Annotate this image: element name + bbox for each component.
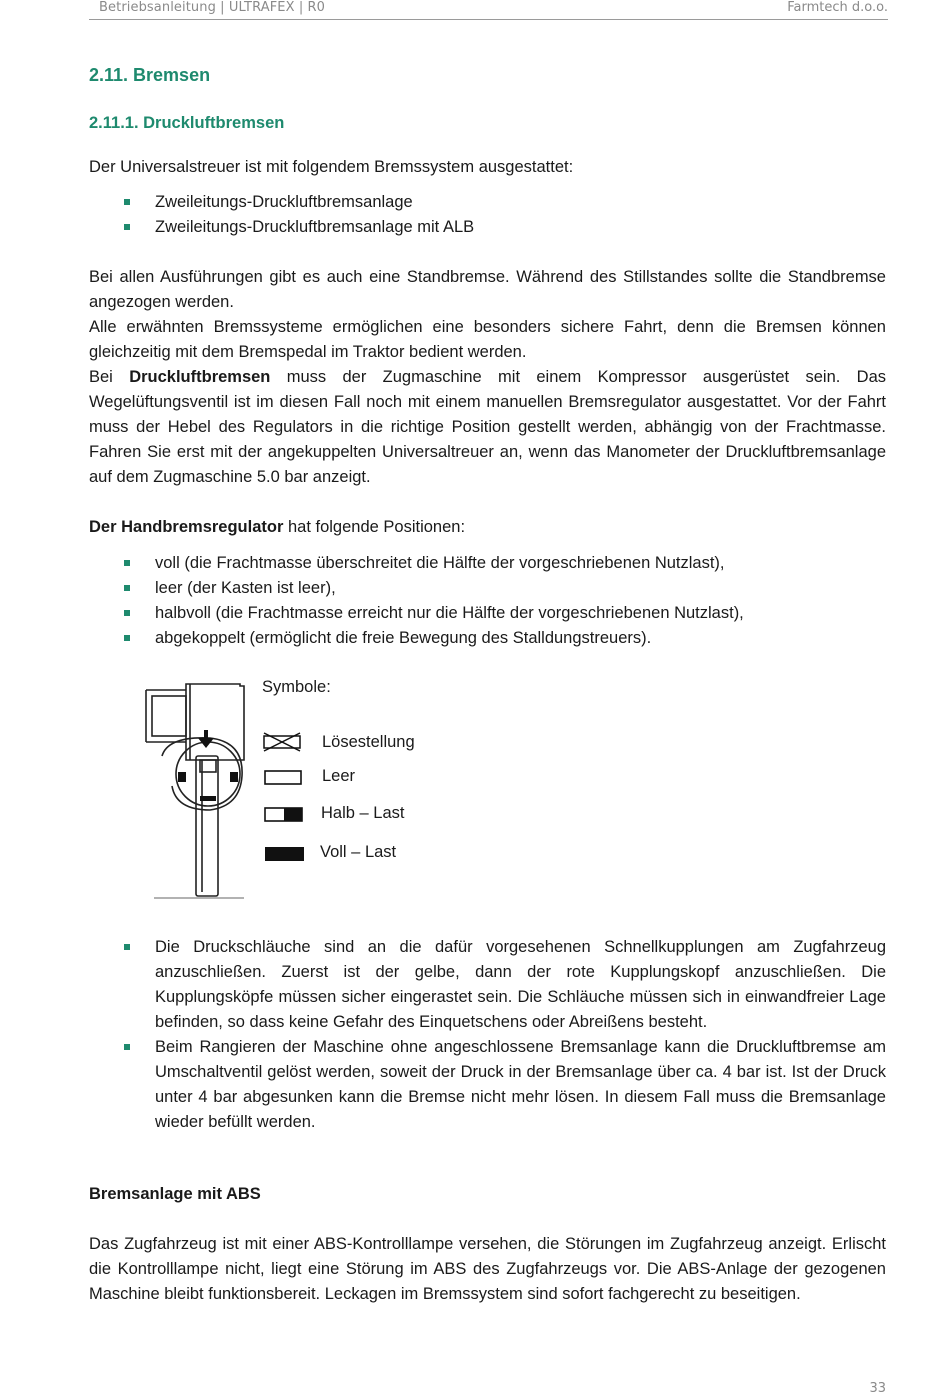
list-item: Zweileitungs-Druckluftbremsanlage mit ALB bbox=[89, 215, 886, 240]
header-document-title: Betriebsanleitung | ULTRAFEX | R0 bbox=[99, 0, 326, 15]
list-item: halbvoll (die Frachtmasse erreicht nur die Hälfte der vorgeschriebenen Nutzlast), bbox=[89, 601, 886, 626]
instructions-list bbox=[89, 935, 886, 1135]
full-load-symbol-icon bbox=[264, 845, 306, 863]
list-item: leer (der Kasten ist leer), bbox=[89, 576, 886, 601]
standbremse-paragraph: Bei allen Ausführungen gibt es auch eine Standbremse. Während des Stillstandes sollte die Standbremse angezogen werden. bbox=[89, 268, 886, 311]
subsection-title: 2.11.1. Druckluftbremsen bbox=[89, 114, 285, 132]
symbol-label: Halb – Last bbox=[321, 804, 405, 822]
brake-systems-list bbox=[89, 190, 886, 240]
list-item: abgekoppelt (ermöglicht die freie Bewegung des Stalldungstreuers). bbox=[89, 626, 886, 651]
brake-regulator-valve-icon bbox=[140, 676, 250, 901]
header-company: Farmtech d.o.o. bbox=[787, 0, 888, 15]
section-title: 2.11. Bremsen bbox=[89, 65, 211, 85]
intro-paragraph: Der Universalstreuer ist mit folgendem Bremssystem ausgestattet: bbox=[89, 158, 574, 176]
bullet-icon bbox=[124, 635, 130, 641]
symbol-label: Leer bbox=[322, 767, 356, 785]
release-symbol-icon bbox=[262, 731, 302, 753]
regulator-intro: Der Handbremsregulator hat folgende Positionen: bbox=[89, 518, 466, 536]
page-number: 33 bbox=[869, 1381, 886, 1396]
druckluft-paragraph: Bei Druckluftbremsen muss der Zugmaschine mit einem Kompressor ausgerüstet sein. Das Wegelüftungsventil ist im diesen Fall noch mit einem manuellen Bremsregulator ausgestattet. Vor der Fahrt muss der Hebel des Regulators in die richtige Position gestellt werden, abhängig von der Frachtmasse. Fahren Sie erst mit der angekuppelten Universaltreuer an, wenn das Manometer der Druckluftbremsanlage auf dem Zugmaschine 5.0 bar anzeigt. bbox=[89, 368, 886, 486]
brake-regulator-figure bbox=[140, 676, 450, 901]
bullet-icon bbox=[124, 199, 130, 205]
half-load-symbol-icon bbox=[264, 806, 306, 824]
positions-list bbox=[89, 551, 886, 651]
empty-symbol-icon bbox=[264, 769, 304, 787]
list-item: Beim Rangieren der Maschine ohne angeschlossene Bremsanlage kann die Druckluftbremse am Umschaltventil gelöst werden, soweit der Druck in der Bremsanlage über ca. 4 bar ist. Ist der Druck unter 4 bar abgesunken kann die Bremse nicht mehr lösen. In diesem Fall muss die Bremsanlage wieder befüllt werden. bbox=[89, 1035, 886, 1135]
bullet-icon bbox=[124, 944, 130, 950]
symbols-title: Symbole: bbox=[262, 678, 331, 696]
bullet-icon bbox=[124, 610, 130, 616]
list-item: Die Druckschläuche sind an die dafür vorgesehenen Schnellkupplungen am Zugfahrzeug anzuschließen. Zuerst ist der gelbe, dann der rote Kupplungskopf anzuschließen. Die Kupplungsköpfe müssen sicher eingerastet sein. Die Schläuche müssen sich in einwandfreier Lage befinden, so dass keine Gefahr des Einquetschens oder Abreißens besteht. bbox=[89, 935, 886, 1035]
bullet-icon bbox=[124, 560, 130, 566]
abs-heading: Bremsanlage mit ABS bbox=[89, 1185, 261, 1203]
symbol-label: Lösestellung bbox=[322, 733, 415, 751]
bullet-icon bbox=[124, 585, 130, 591]
list-item: voll (die Frachtmasse überschreitet die Hälfte der vorgeschriebenen Nutzlast), bbox=[89, 551, 886, 576]
bullet-icon bbox=[124, 224, 130, 230]
page-header bbox=[89, 0, 888, 20]
symbol-label: Voll – Last bbox=[320, 843, 397, 861]
abs-paragraph: Das Zugfahrzeug ist mit einer ABS-Kontrolllampe versehen, die Störungen im Zugfahrzeug anzeigt. Erlischt die Kontrolllampe nicht, liegt eine Störung im ABS des Zugfahrzeugs vor. Die ABS-Anlage der gezogenen Maschine bleibt funktionsbereit. Leckagen im Bremssystem sind sofort fachgerecht zu beseitigen. bbox=[89, 1235, 886, 1303]
bremssysteme-paragraph: Alle erwähnten Bremssysteme ermöglichen eine besonders sichere Fahrt, denn die Bremsen können gleichzeitig mit dem Bremspedal im Traktor bedient werden. bbox=[89, 318, 886, 361]
bullet-icon bbox=[124, 1044, 130, 1050]
list-item: Zweileitungs-Druckluftbremsanlage bbox=[89, 190, 886, 215]
